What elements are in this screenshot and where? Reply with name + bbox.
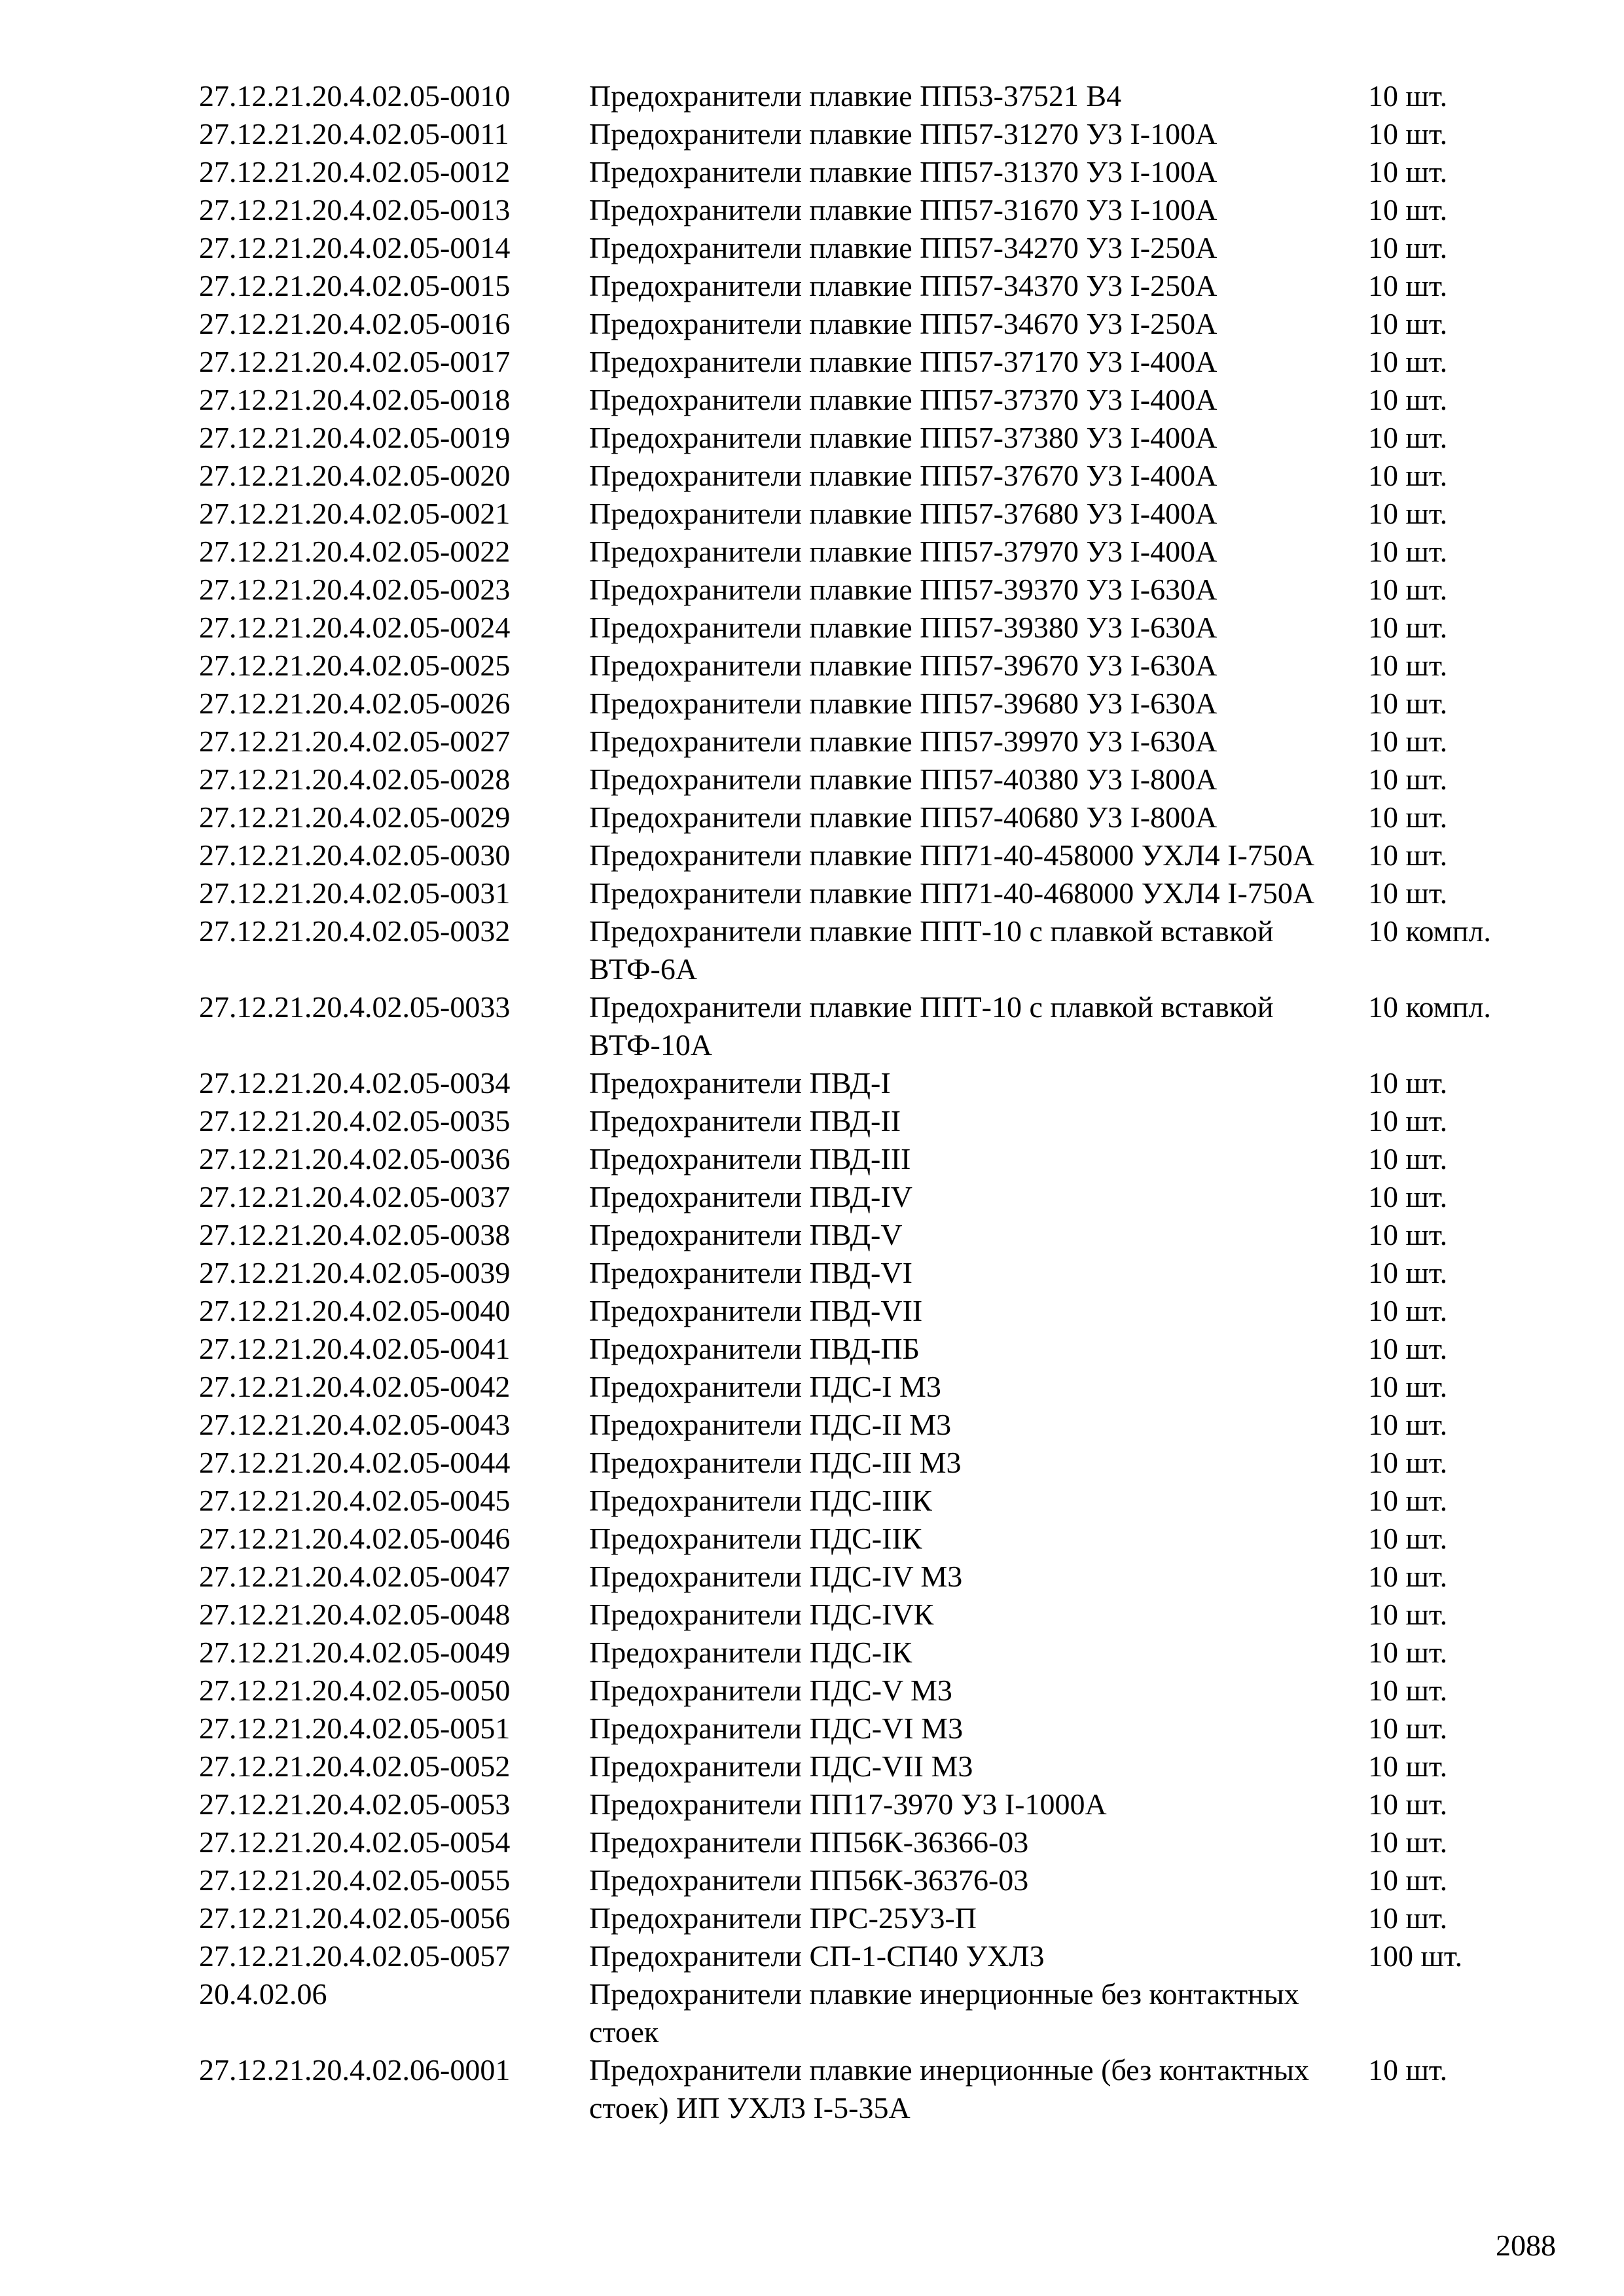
row-name: Предохранители плавкие ПП57-37680 У3 I-400А xyxy=(589,497,1218,530)
row-name: Предохранители СП-1-СП40 УХЛ3 xyxy=(589,1939,1045,1973)
row-quantity: 10 шт. xyxy=(1368,800,1448,834)
row-name: Предохранители плавкие ПП57-39970 У3 I-630А xyxy=(589,725,1218,758)
table-row xyxy=(199,115,1534,153)
row-quantity: 10 шт. xyxy=(1368,345,1448,378)
row-code: 27.12.21.20.4.02.05-0047 xyxy=(199,1560,511,1593)
row-code: 27.12.21.20.4.02.05-0017 xyxy=(199,345,511,378)
table-row xyxy=(199,1785,1534,1823)
row-code: 27.12.21.20.4.02.05-0014 xyxy=(199,231,511,264)
row-name: Предохранители плавкие ПП57-37670 У3 I-400А xyxy=(589,459,1218,492)
row-name: Предохранители плавкие инерционные без контактных стоек xyxy=(589,1977,1299,2049)
row-quantity: 10 шт. xyxy=(1368,1712,1448,1745)
row-code: 27.12.21.20.4.02.05-0035 xyxy=(199,1104,511,1138)
row-name: Предохранители плавкие ПП71-40-458000 УХЛ4 I-750А xyxy=(589,838,1315,872)
row-code: 27.12.21.20.4.02.05-0029 xyxy=(199,800,511,834)
row-name: Предохранители плавкие ППТ-10 с плавкой вставкой ВТФ-6А xyxy=(589,914,1274,986)
row-quantity: 10 шт. xyxy=(1368,1066,1448,1100)
row-code: 27.12.21.20.4.02.05-0040 xyxy=(199,1294,511,1327)
table-row xyxy=(199,457,1534,495)
row-quantity: 10 шт. xyxy=(1368,1787,1448,1821)
table-row xyxy=(199,761,1534,798)
row-name: Предохранители плавкие ПП57-39670 У3 I-630А xyxy=(589,649,1218,682)
row-code: 27.12.21.20.4.02.05-0019 xyxy=(199,421,511,454)
row-name: Предохранители ПВД-III xyxy=(589,1142,911,1175)
row-code: 27.12.21.20.4.02.05-0018 xyxy=(199,383,511,416)
row-quantity: 10 шт. xyxy=(1368,1636,1448,1669)
row-name: Предохранители плавкие ПП57-31270 У3 I-100А xyxy=(589,117,1218,151)
row-quantity: 10 шт. xyxy=(1368,1522,1448,1555)
table-row xyxy=(199,343,1534,381)
row-quantity: 10 шт. xyxy=(1368,535,1448,568)
table-row xyxy=(199,229,1534,267)
row-quantity: 10 шт. xyxy=(1368,573,1448,606)
row-name: Предохранители ПП56К-36366-03 xyxy=(589,1825,1029,1859)
row-code: 27.12.21.20.4.02.05-0015 xyxy=(199,269,511,302)
row-name: Предохранители плавкие ПП57-37970 У3 I-400А xyxy=(589,535,1218,568)
row-quantity: 10 шт. xyxy=(1368,421,1448,454)
row-name: Предохранители плавкие ППТ-10 с плавкой вставкой ВТФ-10А xyxy=(589,990,1274,1062)
row-quantity: 10 шт. xyxy=(1368,687,1448,720)
row-quantity: 10 шт. xyxy=(1368,838,1448,872)
row-name: Предохранители ПВД-IV xyxy=(589,1180,912,1213)
row-code: 27.12.21.20.4.02.05-0031 xyxy=(199,876,511,910)
table-row xyxy=(199,1140,1534,1178)
row-name: Предохранители ПДС-IV М3 xyxy=(589,1560,963,1593)
row-code: 27.12.21.20.4.02.05-0027 xyxy=(199,725,511,758)
table-row xyxy=(199,647,1534,685)
row-name: Предохранители плавкие ПП57-37370 У3 I-400А xyxy=(589,383,1218,416)
row-name: Предохранители ПП56К-36376-03 xyxy=(589,1863,1029,1897)
row-name: Предохранители ПВД-ПБ xyxy=(589,1332,920,1365)
row-quantity: 10 шт. xyxy=(1368,117,1448,151)
row-code: 27.12.21.20.4.02.05-0023 xyxy=(199,573,511,606)
row-name: Предохранители ПДС-II М3 xyxy=(589,1408,952,1441)
row-quantity: 10 шт. xyxy=(1368,1408,1448,1441)
row-name: Предохранители ПВД-VI xyxy=(589,1256,912,1289)
row-code: 27.12.21.20.4.02.05-0010 xyxy=(199,79,511,113)
row-quantity: 10 шт. xyxy=(1368,1825,1448,1859)
row-code: 20.4.02.06 xyxy=(199,1977,327,2011)
table-row xyxy=(199,1292,1534,1330)
row-quantity: 10 шт. xyxy=(1368,611,1448,644)
row-quantity: 10 шт. xyxy=(1368,79,1448,113)
row-code: 27.12.21.20.4.02.06-0001 xyxy=(199,2053,511,2087)
row-quantity: 10 шт. xyxy=(1368,1674,1448,1707)
table-row xyxy=(199,533,1534,571)
row-name: Предохранители ПДС-IIК xyxy=(589,1522,922,1555)
table-row xyxy=(199,1558,1534,1596)
row-code: 27.12.21.20.4.02.05-0050 xyxy=(199,1674,511,1707)
row-quantity: 10 шт. xyxy=(1368,1180,1448,1213)
table-row xyxy=(199,1368,1534,1406)
row-name: Предохранители ПДС-IК xyxy=(589,1636,912,1669)
table-row xyxy=(199,1406,1534,1444)
row-name: Предохранители плавкие ПП57-37170 У3 I-400А xyxy=(589,345,1218,378)
row-quantity: 10 шт. xyxy=(1368,459,1448,492)
table-row xyxy=(199,798,1534,836)
table-row xyxy=(199,1937,1534,1975)
row-name: Предохранители ПВД-V xyxy=(589,1218,903,1251)
table-row xyxy=(199,836,1534,874)
row-code: 27.12.21.20.4.02.05-0056 xyxy=(199,1901,511,1935)
row-code: 27.12.21.20.4.02.05-0054 xyxy=(199,1825,511,1859)
table-row xyxy=(199,77,1534,115)
row-name: Предохранители плавкие ПП57-34270 У3 I-250А xyxy=(589,231,1218,264)
table-row xyxy=(199,1823,1534,1861)
table-row xyxy=(199,1330,1534,1368)
row-quantity: 10 шт. xyxy=(1368,497,1448,530)
row-name: Предохранители плавкие ПП57-39380 У3 I-630А xyxy=(589,611,1218,644)
page-number: 2088 xyxy=(1496,2229,1556,2262)
row-code: 27.12.21.20.4.02.05-0022 xyxy=(199,535,511,568)
table-row xyxy=(199,1482,1534,1520)
row-quantity: 10 шт. xyxy=(1368,876,1448,910)
table-row xyxy=(199,1596,1534,1634)
row-name: Предохранители ПДС-V М3 xyxy=(589,1674,952,1707)
row-code: 27.12.21.20.4.02.05-0016 xyxy=(199,307,511,340)
row-code: 27.12.21.20.4.02.05-0013 xyxy=(199,193,511,226)
row-name: Предохранители плавкие ПП57-39680 У3 I-630А xyxy=(589,687,1218,720)
row-quantity: 10 шт. xyxy=(1368,383,1448,416)
table-row xyxy=(199,1102,1534,1140)
row-name: Предохранители плавкие ПП57-31670 У3 I-100А xyxy=(589,193,1218,226)
row-code: 27.12.21.20.4.02.05-0057 xyxy=(199,1939,511,1973)
table-row xyxy=(199,1672,1534,1710)
table-row xyxy=(199,1520,1534,1558)
row-code: 27.12.21.20.4.02.05-0032 xyxy=(199,914,511,948)
row-quantity: 10 шт. xyxy=(1368,762,1448,796)
row-quantity: 10 шт. xyxy=(1368,1332,1448,1365)
row-quantity: 10 шт. xyxy=(1368,1256,1448,1289)
row-quantity: 10 шт. xyxy=(1368,1142,1448,1175)
row-code: 27.12.21.20.4.02.05-0028 xyxy=(199,762,511,796)
row-code: 27.12.21.20.4.02.05-0041 xyxy=(199,1332,511,1365)
row-name: Предохранители ПВД-I xyxy=(589,1066,891,1100)
row-quantity: 10 шт. xyxy=(1368,193,1448,226)
row-name: Предохранители ПДС-VI М3 xyxy=(589,1712,964,1745)
row-name: Предохранители плавкие ПП57-37380 У3 I-400А xyxy=(589,421,1218,454)
table-row xyxy=(199,609,1534,647)
row-code: 27.12.21.20.4.02.05-0030 xyxy=(199,838,511,872)
row-code: 27.12.21.20.4.02.05-0037 xyxy=(199,1180,511,1213)
table-row xyxy=(199,723,1534,761)
row-code: 27.12.21.20.4.02.05-0055 xyxy=(199,1863,511,1897)
row-code: 27.12.21.20.4.02.05-0020 xyxy=(199,459,511,492)
row-name: Предохранители плавкие ПП57-39370 У3 I-630А xyxy=(589,573,1218,606)
row-quantity: 10 компл. xyxy=(1368,990,1491,1024)
table-row xyxy=(199,685,1534,723)
table-row xyxy=(199,153,1534,191)
table-row xyxy=(199,305,1534,343)
table-row xyxy=(199,2051,1534,2127)
row-quantity: 10 шт. xyxy=(1368,1446,1448,1479)
row-code: 27.12.21.20.4.02.05-0026 xyxy=(199,687,511,720)
table-row xyxy=(199,1899,1534,1937)
row-name: Предохранители плавкие ПП57-31370 У3 I-100А xyxy=(589,155,1218,188)
item-list xyxy=(199,77,1534,2127)
row-quantity: 10 шт. xyxy=(1368,1901,1448,1935)
table-row xyxy=(199,191,1534,229)
row-name: Предохранители ПРС-25У3-П xyxy=(589,1901,977,1935)
table-row xyxy=(199,1975,1534,2051)
row-code: 27.12.21.20.4.02.05-0012 xyxy=(199,155,511,188)
row-quantity: 100 шт. xyxy=(1368,1939,1463,1973)
row-code: 27.12.21.20.4.02.05-0044 xyxy=(199,1446,511,1479)
row-code: 27.12.21.20.4.02.05-0038 xyxy=(199,1218,511,1251)
row-code: 27.12.21.20.4.02.05-0042 xyxy=(199,1370,511,1403)
row-quantity: 10 шт. xyxy=(1368,307,1448,340)
table-row xyxy=(199,1634,1534,1672)
table-row xyxy=(199,1748,1534,1785)
row-code: 27.12.21.20.4.02.05-0011 xyxy=(199,117,509,151)
table-row xyxy=(199,1178,1534,1216)
table-row xyxy=(199,267,1534,305)
row-name: Предохранители ПВД-VII xyxy=(589,1294,923,1327)
row-code: 27.12.21.20.4.02.05-0048 xyxy=(199,1598,511,1631)
table-row xyxy=(199,1064,1534,1102)
row-name: Предохранители плавкие ПП53-37521 В4 xyxy=(589,79,1122,113)
table-row xyxy=(199,1254,1534,1292)
row-quantity: 10 шт. xyxy=(1368,155,1448,188)
row-name: Предохранители ПДС-III М3 xyxy=(589,1446,962,1479)
row-name: Предохранители плавкие ПП57-34670 У3 I-250А xyxy=(589,307,1218,340)
row-name: Предохранители ПДС-IIIК xyxy=(589,1484,932,1517)
row-code: 27.12.21.20.4.02.05-0053 xyxy=(199,1787,511,1821)
row-quantity: 10 шт. xyxy=(1368,1370,1448,1403)
row-code: 27.12.21.20.4.02.05-0024 xyxy=(199,611,511,644)
row-quantity: 10 шт. xyxy=(1368,649,1448,682)
row-code: 27.12.21.20.4.02.05-0045 xyxy=(199,1484,511,1517)
table-row xyxy=(199,1216,1534,1254)
table-row xyxy=(199,495,1534,533)
row-code: 27.12.21.20.4.02.05-0046 xyxy=(199,1522,511,1555)
row-quantity: 10 шт. xyxy=(1368,2053,1448,2087)
row-name: Предохранители ПП17-3970 У3 I-1000А xyxy=(589,1787,1107,1821)
row-quantity: 10 компл. xyxy=(1368,914,1491,948)
row-name: Предохранители плавкие инерционные (без контактных стоек) ИП УХЛ3 I-5-35А xyxy=(589,2053,1309,2125)
table-row xyxy=(199,1861,1534,1899)
row-code: 27.12.21.20.4.02.05-0052 xyxy=(199,1749,511,1783)
row-name: Предохранители ПДС-I М3 xyxy=(589,1370,941,1403)
row-name: Предохранители плавкие ПП57-40380 У3 I-800А xyxy=(589,762,1218,796)
table-row xyxy=(199,381,1534,419)
table-row xyxy=(199,874,1534,912)
row-name: Предохранители ПДС-VII М3 xyxy=(589,1749,973,1783)
row-code: 27.12.21.20.4.02.05-0033 xyxy=(199,990,511,1024)
row-quantity: 10 шт. xyxy=(1368,1598,1448,1631)
table-row xyxy=(199,912,1534,988)
row-name: Предохранители плавкие ПП71-40-468000 УХЛ4 I-750А xyxy=(589,876,1315,910)
table-row xyxy=(199,1444,1534,1482)
table-row xyxy=(199,1710,1534,1748)
row-code: 27.12.21.20.4.02.05-0034 xyxy=(199,1066,511,1100)
row-name: Предохранители ПДС-IVК xyxy=(589,1598,934,1631)
row-quantity: 10 шт. xyxy=(1368,725,1448,758)
row-code: 27.12.21.20.4.02.05-0025 xyxy=(199,649,511,682)
row-quantity: 10 шт. xyxy=(1368,1560,1448,1593)
row-quantity: 10 шт. xyxy=(1368,1294,1448,1327)
row-code: 27.12.21.20.4.02.05-0049 xyxy=(199,1636,511,1669)
row-code: 27.12.21.20.4.02.05-0021 xyxy=(199,497,511,530)
table-row xyxy=(199,571,1534,609)
table-row xyxy=(199,988,1534,1064)
row-quantity: 10 шт. xyxy=(1368,1863,1448,1897)
row-quantity: 10 шт. xyxy=(1368,1484,1448,1517)
row-code: 27.12.21.20.4.02.05-0051 xyxy=(199,1712,511,1745)
row-quantity: 10 шт. xyxy=(1368,1218,1448,1251)
row-code: 27.12.21.20.4.02.05-0043 xyxy=(199,1408,511,1441)
row-name: Предохранители плавкие ПП57-40680 У3 I-800А xyxy=(589,800,1218,834)
row-quantity: 10 шт. xyxy=(1368,1104,1448,1138)
row-quantity: 10 шт. xyxy=(1368,1749,1448,1783)
row-quantity: 10 шт. xyxy=(1368,269,1448,302)
row-code: 27.12.21.20.4.02.05-0036 xyxy=(199,1142,511,1175)
row-name: Предохранители плавкие ПП57-34370 У3 I-250А xyxy=(589,269,1218,302)
row-quantity: 10 шт. xyxy=(1368,231,1448,264)
row-name: Предохранители ПВД-II xyxy=(589,1104,901,1138)
row-code: 27.12.21.20.4.02.05-0039 xyxy=(199,1256,511,1289)
table-row xyxy=(199,419,1534,457)
